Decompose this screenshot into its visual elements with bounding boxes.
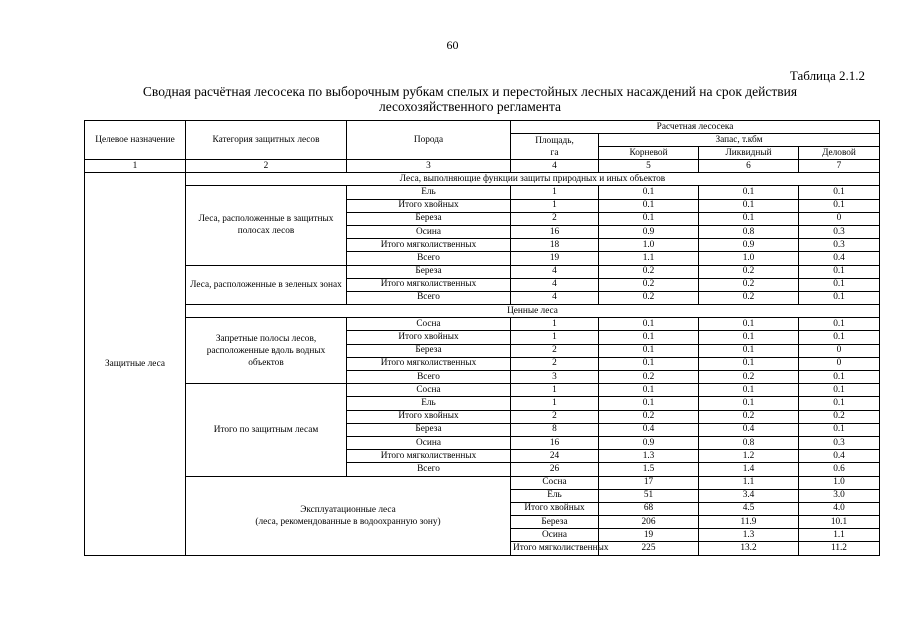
purpose-exploitation — [186, 476, 511, 555]
area-cell: 1 — [511, 397, 599, 410]
root-cell: 0.2 — [599, 291, 699, 304]
species-cell: Береза — [511, 516, 599, 529]
liquid-cell: 0.1 — [699, 199, 799, 212]
root-cell: 1.1 — [599, 252, 699, 265]
area-cell: 2 — [511, 357, 599, 370]
column-number: 6 — [699, 160, 799, 173]
liquid-cell: 0.8 — [699, 225, 799, 238]
header-calc-cut: Расчетная лесосека — [511, 121, 880, 134]
species-cell: Итого мягколиственных — [347, 450, 511, 463]
species-cell: Осина — [347, 225, 511, 238]
root-cell: 1.5 — [599, 463, 699, 476]
species-cell: Итого хвойных — [347, 331, 511, 344]
root-cell: 13.2 — [699, 542, 799, 555]
species-cell: Береза — [347, 423, 511, 436]
species-cell: Итого хвойных — [347, 199, 511, 212]
column-numbers-row — [85, 160, 880, 173]
business-cell: 0 — [799, 357, 880, 370]
species-cell: Итого хвойных — [511, 502, 599, 515]
header-liquid: Ликвидный — [699, 147, 799, 160]
business-cell: 0.1 — [799, 384, 880, 397]
species-cell: Всего — [347, 371, 511, 384]
species-cell: Сосна — [347, 384, 511, 397]
business-cell: 0.4 — [799, 252, 880, 265]
liquid-cell: 1.1 — [799, 529, 880, 542]
species-cell: Береза — [347, 344, 511, 357]
root-cell: 0.9 — [599, 225, 699, 238]
business-cell: 0.1 — [799, 318, 880, 331]
species-cell: Итого мягколиственных — [511, 542, 599, 555]
area-cell: 206 — [599, 516, 699, 529]
root-cell: 0.1 — [599, 397, 699, 410]
root-cell: 11.9 — [699, 516, 799, 529]
table-number: Таблица 2.1.2 — [789, 68, 865, 83]
root-cell: 0.1 — [599, 357, 699, 370]
species-cell: Осина — [511, 529, 599, 542]
purpose-exploitation-line-2: (леса, рекомендованные в водоохранную зону) — [255, 516, 441, 527]
column-number: 1 — [85, 160, 186, 173]
root-cell: 0.1 — [599, 212, 699, 225]
area-cell: 19 — [599, 529, 699, 542]
liquid-cell: 0.2 — [699, 371, 799, 384]
area-cell: 68 — [599, 502, 699, 515]
liquid-cell: 0.2 — [699, 278, 799, 291]
area-cell: 19 — [511, 252, 599, 265]
liquid-cell: 3.0 — [799, 489, 880, 502]
business-cell: 0.1 — [799, 199, 880, 212]
area-cell: 2 — [511, 212, 599, 225]
page-number: 60 — [446, 38, 459, 52]
business-cell: 0.3 — [799, 239, 880, 252]
root-cell: 0.2 — [599, 265, 699, 278]
species-cell: Итого мягколиственных — [347, 357, 511, 370]
business-cell: 0.1 — [799, 331, 880, 344]
species-cell: Сосна — [347, 318, 511, 331]
area-cell: 18 — [511, 239, 599, 252]
area-cell: 3 — [511, 371, 599, 384]
area-cell: 1 — [511, 318, 599, 331]
species-cell: Ель — [347, 397, 511, 410]
root-cell: 4.5 — [699, 502, 799, 515]
area-cell: 26 — [511, 463, 599, 476]
liquid-cell: 11.2 — [799, 542, 880, 555]
table-title — [80, 84, 860, 114]
species-cell: Итого мягколиственных — [347, 239, 511, 252]
section-header: Леса, выполняющие функции защиты природных и иных объектов — [186, 173, 880, 186]
liquid-cell: 0.2 — [699, 291, 799, 304]
business-cell: 0 — [799, 344, 880, 357]
title-line-1: Сводная расчётная лесосека по выборочным рубкам спелых и перестойных лесных насаждений на срок действия — [142, 84, 798, 99]
species-cell: Осина — [347, 436, 511, 449]
liquid-cell: 1.4 — [699, 463, 799, 476]
business-cell: 0.1 — [799, 423, 880, 436]
liquid-cell: 0.1 — [699, 186, 799, 199]
root-cell: 0.1 — [599, 186, 699, 199]
table-row — [85, 186, 880, 199]
table-row — [85, 384, 880, 397]
column-number: 3 — [347, 160, 511, 173]
root-cell: 0.2 — [599, 371, 699, 384]
area-cell: 4 — [511, 291, 599, 304]
purpose-protective: Защитные леса — [85, 173, 186, 555]
business-cell: 0.3 — [799, 225, 880, 238]
column-number: 2 — [186, 160, 347, 173]
area-cell: 225 — [599, 542, 699, 555]
liquid-cell: 4.0 — [799, 502, 880, 515]
liquid-cell: 0.1 — [699, 212, 799, 225]
business-cell: 0.2 — [799, 410, 880, 423]
liquid-cell: 0.2 — [699, 410, 799, 423]
root-cell: 0.1 — [599, 344, 699, 357]
root-cell: 3.4 — [699, 489, 799, 502]
liquid-cell: 0.1 — [699, 397, 799, 410]
area-cell: 51 — [599, 489, 699, 502]
liquid-cell: 0.2 — [699, 265, 799, 278]
species-cell: Береза — [347, 212, 511, 225]
area-cell: 4 — [511, 278, 599, 291]
header-area — [511, 134, 599, 160]
root-cell: 0.2 — [599, 410, 699, 423]
area-cell: 1 — [511, 186, 599, 199]
category-protective-total: Итого по защитным лесам — [186, 384, 347, 476]
header-root: Корневой — [599, 147, 699, 160]
business-cell: 0 — [799, 212, 880, 225]
header-area-line-1: Площадь, — [535, 135, 574, 146]
liquid-cell: 0.8 — [699, 436, 799, 449]
root-cell: 0.1 — [599, 318, 699, 331]
title-line-2: лесохозяйственного регламента — [378, 99, 562, 114]
business-cell: 0.1 — [799, 397, 880, 410]
species-cell: Береза — [347, 265, 511, 278]
root-cell: 0.9 — [599, 436, 699, 449]
category-water-belts: Запретные полосы лесов, расположенные вдоль водных объектов — [186, 318, 347, 384]
species-cell: Всего — [347, 463, 511, 476]
root-cell: 1.3 — [699, 529, 799, 542]
liquid-cell: 1.2 — [699, 450, 799, 463]
header-purpose: Целевое назначение — [85, 121, 186, 160]
area-cell: 8 — [511, 423, 599, 436]
liquid-cell: 1.0 — [799, 476, 880, 489]
area-cell: 2 — [511, 344, 599, 357]
area-cell: 4 — [511, 265, 599, 278]
business-cell: 0.3 — [799, 436, 880, 449]
root-cell: 0.1 — [599, 199, 699, 212]
area-cell: 16 — [511, 436, 599, 449]
liquid-cell: 0.1 — [699, 344, 799, 357]
root-cell: 1.1 — [699, 476, 799, 489]
area-cell: 2 — [511, 410, 599, 423]
column-number: 7 — [799, 160, 880, 173]
species-cell: Ель — [347, 186, 511, 199]
table-row — [85, 265, 880, 278]
category-green-zones: Леса, расположенные в зеленых зонах — [186, 265, 347, 305]
area-cell: 1 — [511, 331, 599, 344]
liquid-cell: 0.1 — [699, 384, 799, 397]
header-species: Порода — [347, 121, 511, 160]
liquid-cell: 0.4 — [699, 423, 799, 436]
cutting-table — [84, 120, 880, 556]
area-cell: 17 — [599, 476, 699, 489]
table-row — [85, 476, 880, 489]
purpose-exploitation-line-1: Эксплуатационные леса — [300, 504, 396, 515]
liquid-cell: 0.1 — [699, 318, 799, 331]
business-cell: 0.4 — [799, 450, 880, 463]
root-cell: 1.3 — [599, 450, 699, 463]
category-protective-belts: Леса, расположенные в защитных полосах лесов — [186, 186, 347, 265]
liquid-cell: 0.1 — [699, 331, 799, 344]
area-cell: 16 — [511, 225, 599, 238]
area-cell: 1 — [511, 384, 599, 397]
header-business: Деловой — [799, 147, 880, 160]
liquid-cell: 0.9 — [699, 239, 799, 252]
root-cell: 0.4 — [599, 423, 699, 436]
liquid-cell: 0.1 — [699, 357, 799, 370]
liquid-cell: 1.0 — [699, 252, 799, 265]
species-cell: Сосна — [511, 476, 599, 489]
area-cell: 24 — [511, 450, 599, 463]
species-cell: Всего — [347, 291, 511, 304]
business-cell: 0.6 — [799, 463, 880, 476]
root-cell: 0.1 — [599, 331, 699, 344]
liquid-cell: 10.1 — [799, 516, 880, 529]
species-cell: Итого мягколиственных — [347, 278, 511, 291]
root-cell: 0.2 — [599, 278, 699, 291]
section-header: Ценные леса — [186, 305, 880, 318]
root-cell: 1.0 — [599, 239, 699, 252]
root-cell: 0.1 — [599, 384, 699, 397]
table-row — [85, 318, 880, 331]
business-cell: 0.1 — [799, 371, 880, 384]
business-cell: 0.1 — [799, 265, 880, 278]
header-area-line-2: га — [550, 147, 559, 158]
column-number: 5 — [599, 160, 699, 173]
header-stock: Запас, т.кбм — [599, 134, 880, 147]
species-cell: Всего — [347, 252, 511, 265]
area-cell: 1 — [511, 199, 599, 212]
business-cell: 0.1 — [799, 291, 880, 304]
species-cell: Итого хвойных — [347, 410, 511, 423]
business-cell: 0.1 — [799, 186, 880, 199]
column-number: 4 — [511, 160, 599, 173]
business-cell: 0.1 — [799, 278, 880, 291]
species-cell: Ель — [511, 489, 599, 502]
header-category: Категория защитных лесов — [186, 121, 347, 160]
